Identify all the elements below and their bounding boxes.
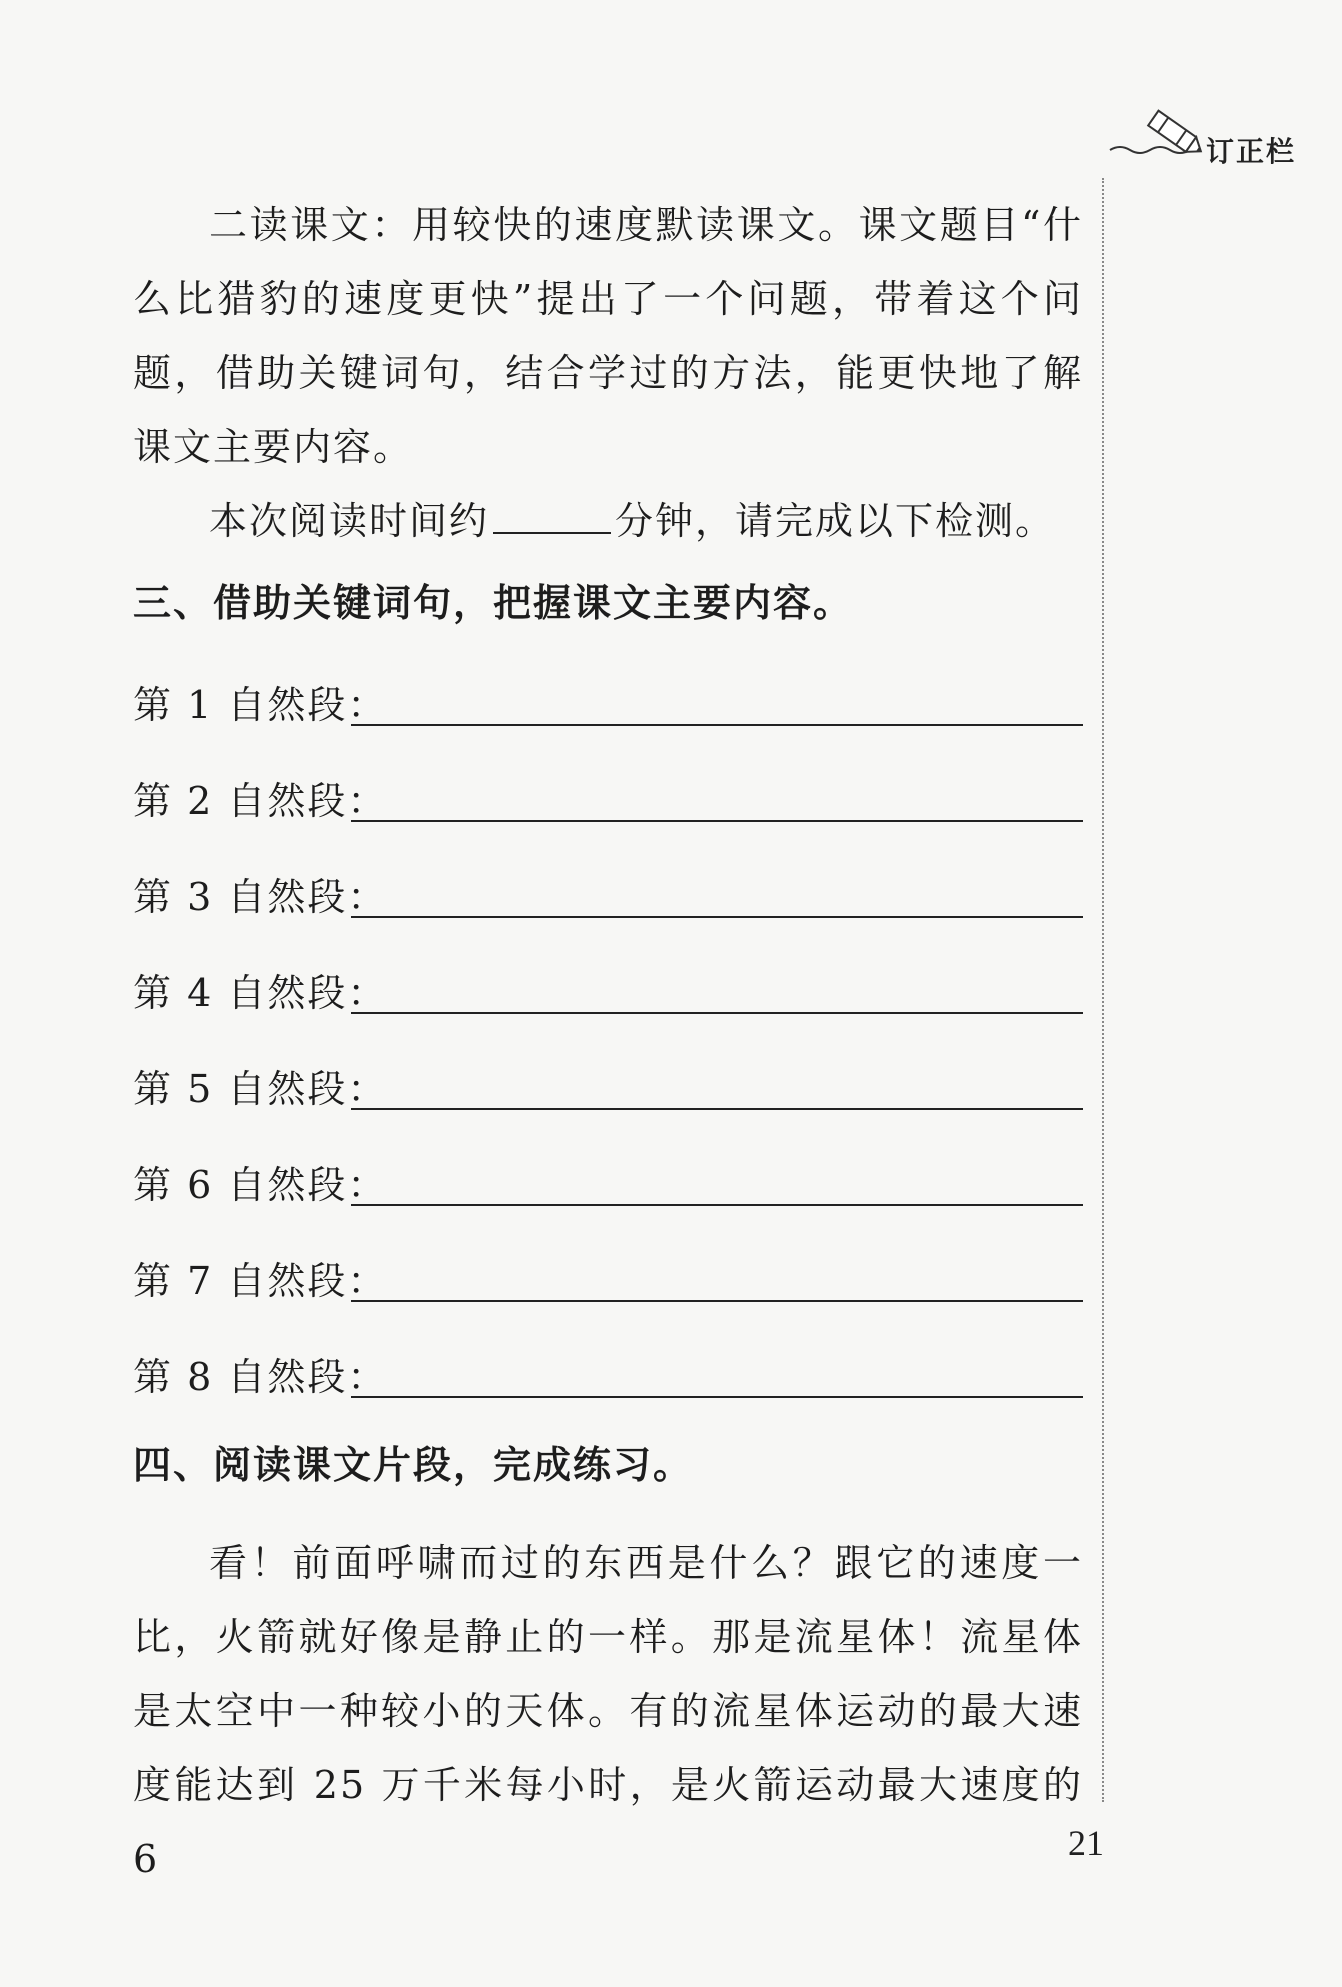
section-three-heading: 三、借助关键词句，把握课文主要内容。 (133, 581, 854, 625)
paragraph-label: 第 3 自然段： (133, 875, 388, 919)
answer-line[interactable] (351, 1396, 1083, 1398)
page-number: 21 (1068, 1823, 1104, 1863)
reading-time-line (133, 496, 1055, 546)
answer-line[interactable] (351, 1204, 1083, 1206)
reading-time-prefix: 本次阅读时间约 (209, 499, 490, 543)
paragraph-label: 第 7 自然段： (133, 1259, 388, 1303)
answer-line[interactable] (351, 1300, 1083, 1302)
paragraph-label: 第 5 自然段： (133, 1067, 388, 1111)
paragraph-answer-row (133, 968, 1083, 1024)
paragraph-answer-row (133, 872, 1083, 928)
answer-line[interactable] (351, 1108, 1083, 1110)
answer-line[interactable] (351, 916, 1083, 918)
section-four-heading: 四、阅读课文片段，完成练习。 (133, 1443, 694, 1487)
paragraph-label: 第 4 自然段： (133, 971, 388, 1015)
paragraph-answer-row (133, 1256, 1083, 1312)
correction-column-header (1108, 104, 1328, 174)
answer-line[interactable] (351, 724, 1083, 726)
reading-time-suffix: 分钟，请完成以下检测。 (615, 499, 1056, 543)
reading-instruction: 二读课文：用较快的速度默读课文。课文题目“什么比猎豹的速度更快”提出了一个问题，带着这个问题，借助关键词句，结合学过的方法，能更快地了解课文主要内容。 (133, 203, 1083, 469)
paragraph-answer-row (133, 1352, 1083, 1408)
paragraph-label: 第 8 自然段： (133, 1355, 388, 1399)
reading-time-blank[interactable] (493, 502, 611, 534)
pencil-icon (1108, 104, 1218, 164)
paragraph-label: 第 6 自然段： (133, 1163, 388, 1207)
paragraph-answer-row (133, 680, 1083, 736)
paragraph-label: 第 2 自然段： (133, 779, 388, 823)
paragraph-label: 第 1 自然段： (133, 683, 388, 727)
reading-passage: 看！前面呼啸而过的东西是什么？跟它的速度一比，火箭就好像是静止的一样。那是流星体！流星体是太空中一种较小的天体。有的流星体运动的最大速度能达到 25 万千米每小时，是火箭运动最大速度的 6 (133, 1541, 1083, 1881)
answer-line[interactable] (351, 820, 1083, 822)
correction-column-title: 订正栏 (1206, 135, 1297, 168)
paragraph-answer-row (133, 776, 1083, 832)
margin-divider (1102, 178, 1104, 1802)
paragraph-answer-row (133, 1160, 1083, 1216)
paragraph-answer-row (133, 1064, 1083, 1120)
answer-line[interactable] (351, 1012, 1083, 1014)
